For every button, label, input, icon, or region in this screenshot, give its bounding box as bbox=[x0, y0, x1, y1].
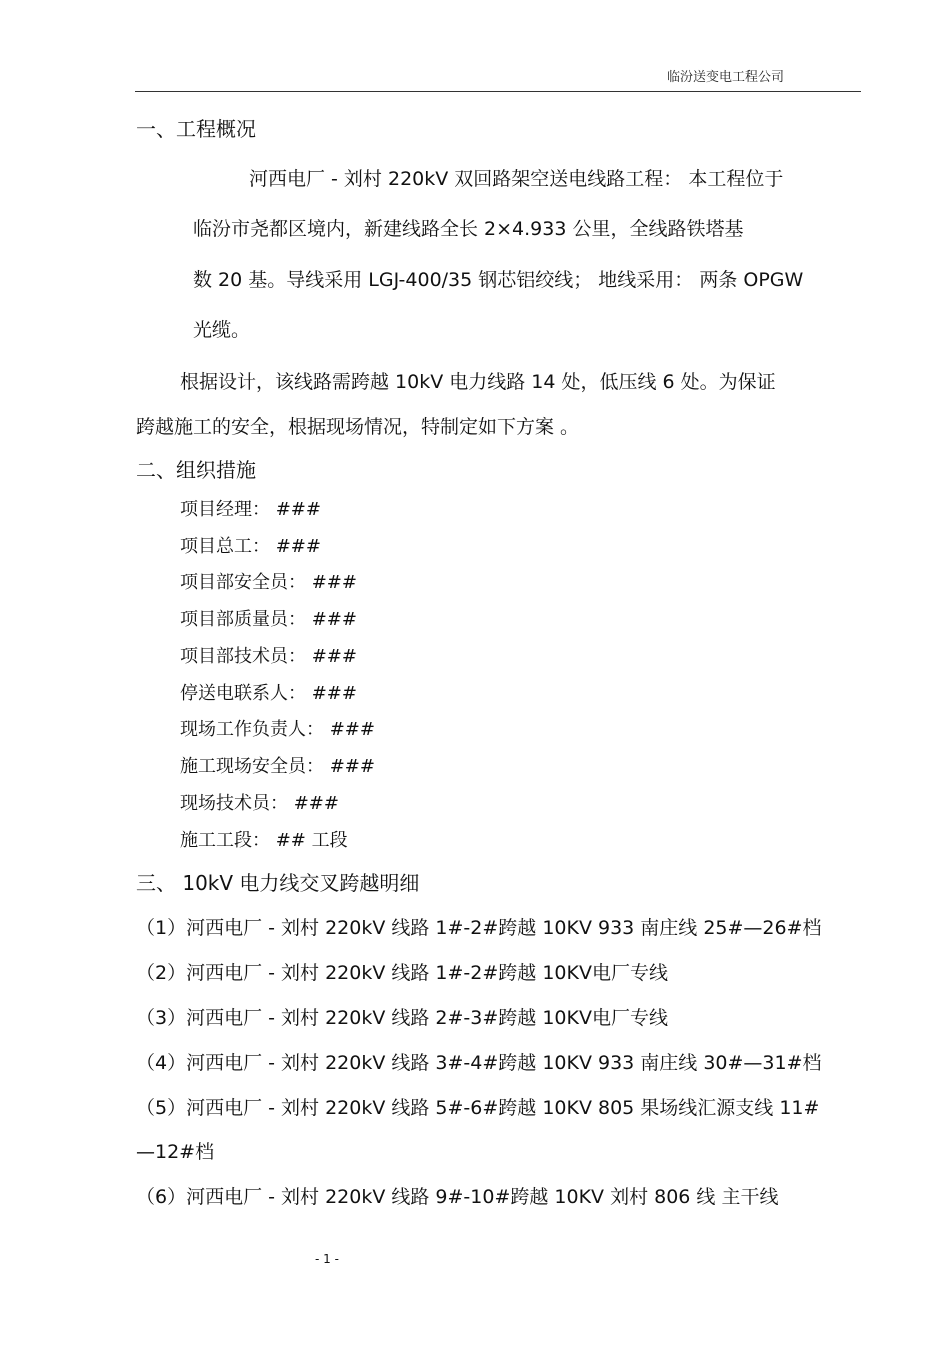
org-item: 项目部质量员： ### bbox=[180, 609, 357, 630]
paragraph-line: 跨越施工的安全，根据现场情况，特制定如下方案 。 bbox=[136, 416, 580, 438]
crossing-item: （4）河西电厂 - 刘村 220kV 线路 3#-4#跨越 10KV 933 南庄线 30#—31#档 bbox=[136, 1052, 822, 1074]
crossing-item: （2）河西电厂 - 刘村 220kV 线路 1#-2#跨越 10KV电厂专线 bbox=[136, 962, 668, 984]
page-number: - 1 - bbox=[315, 1252, 339, 1266]
section-2-title: 二、组织措施 bbox=[136, 458, 256, 482]
crossing-item: （5）河西电厂 - 刘村 220kV 线路 5#-6#跨越 10KV 805 果场线汇源支线 11# bbox=[136, 1097, 820, 1119]
crossing-item: （1）河西电厂 - 刘村 220kV 线路 1#-2#跨越 10KV 933 南庄线 25#—26#档 bbox=[136, 917, 822, 939]
paragraph-line: 光缆。 bbox=[193, 319, 251, 341]
org-item: 现场工作负责人： ### bbox=[180, 719, 375, 740]
paragraph-line: 河西电厂 - 刘村 220kV 双回路架空送电线路工程： 本工程位于 bbox=[249, 168, 784, 190]
section-1-title: 一、工程概况 bbox=[136, 117, 256, 141]
paragraph-line: 根据设计，该线路需跨越 10kV 电力线路 14 处，低压线 6 处。为保证 bbox=[180, 371, 776, 393]
org-item: 项目经理： ### bbox=[180, 499, 321, 520]
org-item: 施工现场安全员： ### bbox=[180, 756, 375, 777]
org-item: 项目部安全员： ### bbox=[180, 572, 357, 593]
header-company: 临汾送变电工程公司 bbox=[667, 70, 785, 85]
org-item: 项目总工： ### bbox=[180, 536, 321, 557]
crossing-item: —12#档 bbox=[136, 1141, 215, 1163]
crossing-item: （6）河西电厂 - 刘村 220kV 线路 9#-10#跨越 10KV 刘村 806 线 主干线 bbox=[136, 1186, 779, 1208]
org-item: 施工工段： ## 工段 bbox=[180, 830, 348, 851]
paragraph-line: 临汾市尧都区境内，新建线路全长 2×4.933 公里，全线路铁塔基 bbox=[193, 218, 744, 240]
header-divider bbox=[135, 91, 861, 92]
org-item: 停送电联系人： ### bbox=[180, 683, 357, 704]
org-item: 项目部技术员： ### bbox=[180, 646, 357, 667]
org-item: 现场技术员： ### bbox=[180, 793, 339, 814]
crossing-item: （3）河西电厂 - 刘村 220kV 线路 2#-3#跨越 10KV电厂专线 bbox=[136, 1007, 668, 1029]
paragraph-line: 数 20 基。导线采用 LGJ-400/35 钢芯铝绞线； 地线采用： 两条 OPGW bbox=[193, 269, 804, 291]
section-3-title: 三、 10kV 电力线交叉跨越明细 bbox=[136, 871, 420, 895]
